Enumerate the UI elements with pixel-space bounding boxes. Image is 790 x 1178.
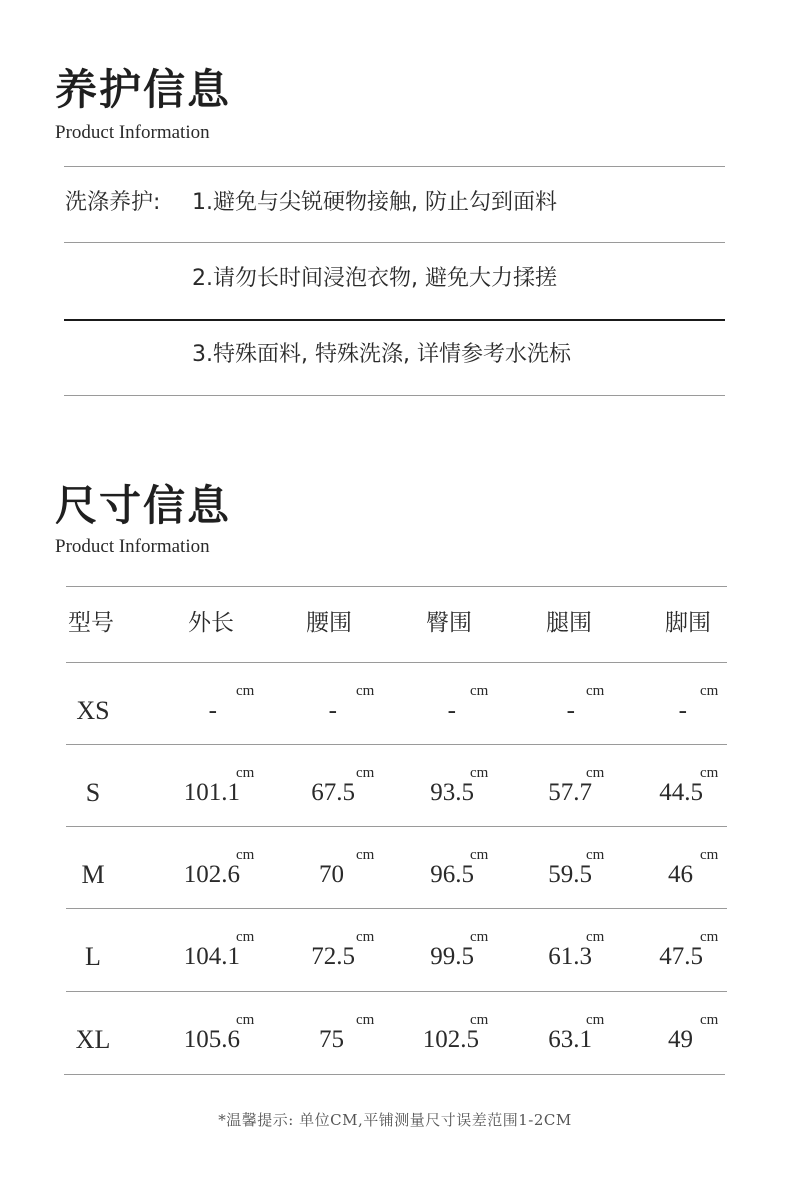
unit-label: cm: [470, 1012, 489, 1028]
unit-label: cm: [700, 929, 719, 945]
unit-label: cm: [586, 765, 605, 781]
cell-value: -: [328, 697, 337, 724]
cell-value: -: [447, 697, 456, 724]
unit-label: cm: [700, 683, 719, 699]
cell-value: 49: [668, 1026, 693, 1053]
care-label: 洗涤养护:: [65, 190, 161, 215]
cell-value: 93.5: [430, 779, 474, 806]
divider: [66, 744, 727, 745]
divider: [66, 662, 727, 663]
table-header-hip: 臀围: [426, 610, 472, 636]
cell-value: -: [566, 697, 575, 724]
cell-value: 104.1: [183, 943, 240, 970]
cell-value: 63.1: [548, 1026, 592, 1053]
size-label: L: [85, 942, 101, 971]
care-instruction-2: 2.请勿长时间浸泡衣物, 避免大力揉搓: [192, 266, 557, 291]
unit-label: cm: [586, 683, 605, 699]
cell-value: -: [208, 697, 217, 724]
cell-value: 75: [319, 1026, 344, 1053]
unit-label: cm: [470, 765, 489, 781]
unit-label: cm: [470, 929, 489, 945]
divider: [66, 908, 727, 909]
table-header-thigh: 腿围: [546, 610, 592, 636]
care-instruction-3: 3.特殊面料, 特殊洗涤, 详情参考水洗标: [192, 342, 571, 367]
cell-value: 46: [668, 861, 693, 888]
unit-label: cm: [236, 683, 255, 699]
cell-value: 44.5: [659, 779, 703, 806]
unit-label: cm: [586, 929, 605, 945]
divider: [64, 319, 725, 321]
unit-label: cm: [356, 683, 375, 699]
size-label: S: [85, 778, 101, 807]
unit-label: cm: [356, 847, 375, 863]
care-instruction-1: 1.避免与尖锐硬物接触, 防止勾到面料: [192, 190, 557, 215]
unit-label: cm: [236, 847, 255, 863]
cell-value: 102.6: [183, 861, 240, 888]
table-top-border: [66, 586, 727, 587]
cell-value: 105.6: [183, 1026, 240, 1053]
unit-label: cm: [236, 1012, 255, 1028]
unit-label: cm: [700, 847, 719, 863]
unit-label: cm: [236, 929, 255, 945]
unit-label: cm: [586, 1012, 605, 1028]
unit-label: cm: [700, 1012, 719, 1028]
care-section-subtitle: Product Information: [55, 122, 210, 143]
unit-label: cm: [236, 765, 255, 781]
cell-value: 99.5: [430, 943, 474, 970]
table-bottom-border: [64, 1074, 725, 1075]
divider: [64, 166, 725, 167]
unit-label: cm: [356, 765, 375, 781]
size-label: XS: [76, 696, 110, 725]
size-section-title: 尺寸信息: [55, 481, 232, 530]
unit-label: cm: [356, 1012, 375, 1028]
cell-value: 96.5: [430, 861, 474, 888]
care-section-title: 养护信息: [55, 65, 232, 114]
unit-label: cm: [356, 929, 375, 945]
size-label: M: [81, 860, 105, 889]
size-label: XL: [75, 1025, 111, 1054]
unit-label: cm: [470, 847, 489, 863]
unit-label: cm: [470, 683, 489, 699]
cell-value: 102.5: [422, 1026, 479, 1053]
table-header-model: 型号: [68, 610, 114, 636]
cell-value: 59.5: [548, 861, 592, 888]
table-header-length: 外长: [188, 610, 234, 636]
unit-label: cm: [586, 847, 605, 863]
divider: [66, 826, 727, 827]
cell-value: 61.3: [548, 943, 592, 970]
cell-value: 72.5: [311, 943, 355, 970]
divider: [66, 991, 727, 992]
cell-value: 57.7: [548, 779, 592, 806]
unit-label: cm: [700, 765, 719, 781]
size-note: *温馨提示: 单位CM,平铺测量尺寸误差范围1-2CM: [218, 1111, 572, 1129]
cell-value: 70: [319, 861, 344, 888]
cell-value: 101.1: [183, 779, 240, 806]
cell-value: 67.5: [311, 779, 355, 806]
size-section-subtitle: Product Information: [55, 536, 210, 557]
divider: [64, 242, 725, 243]
table-header-waist: 腰围: [306, 610, 352, 636]
divider: [64, 395, 725, 396]
table-header-hem: 脚围: [665, 610, 711, 636]
cell-value: 47.5: [659, 943, 703, 970]
cell-value: -: [678, 697, 687, 724]
